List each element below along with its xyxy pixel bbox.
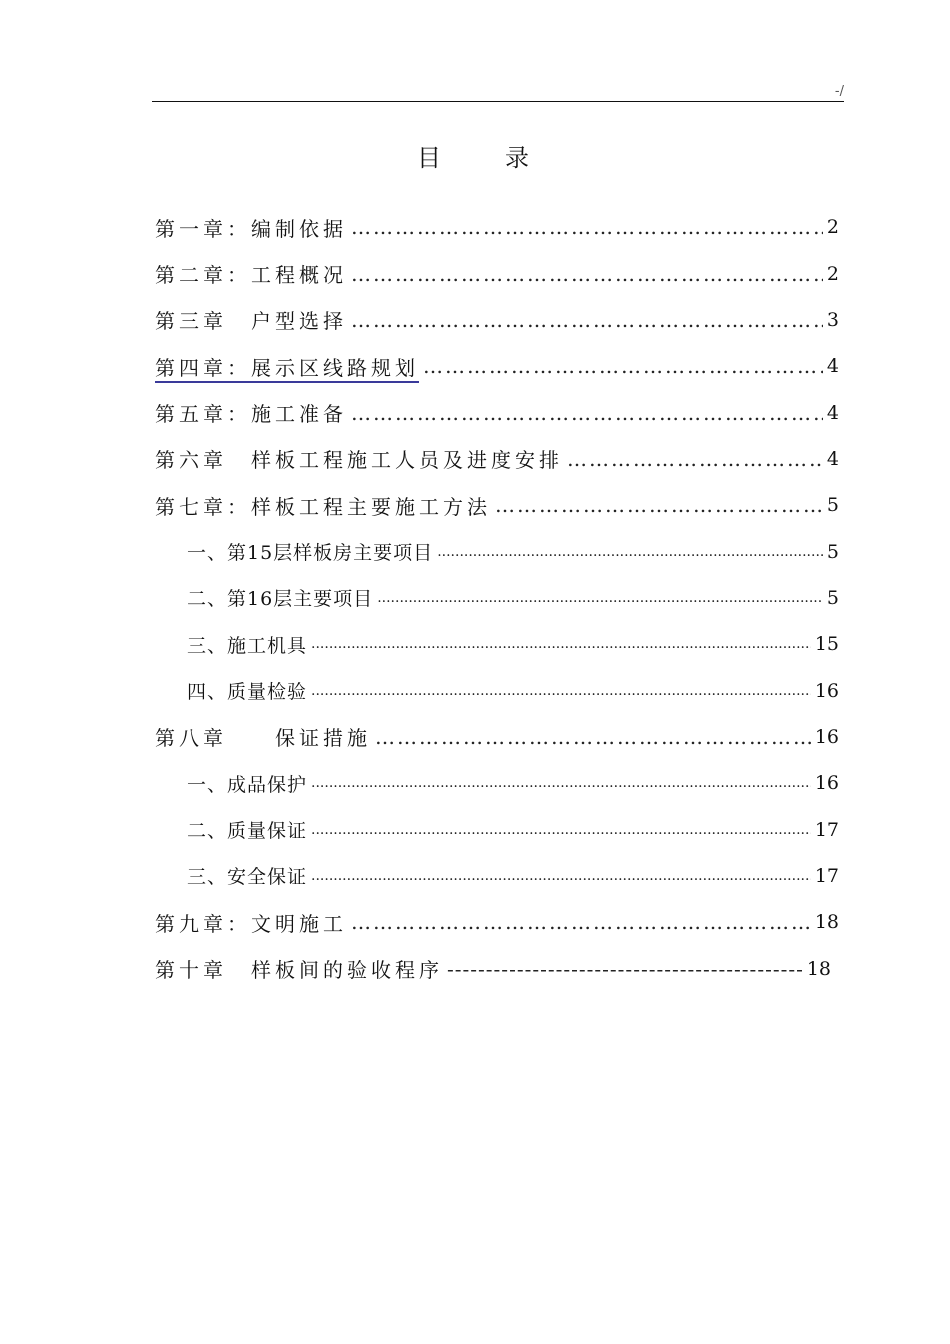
toc-entry-label: 第十章 样板间的验收程序	[155, 958, 443, 983]
toc-entry-label: 二、质量保证	[187, 820, 308, 843]
toc-leader	[351, 308, 823, 332]
toc-entry-page: 4	[826, 447, 839, 470]
toc-entry-label: 二、第16层主要项目	[187, 588, 374, 611]
toc-entry-ch6[interactable]	[155, 436, 839, 482]
toc-entry-page: 4	[826, 355, 839, 378]
toc-entry-page: 18	[806, 957, 831, 980]
toc-leader	[311, 868, 811, 884]
toc-entry-page: 15	[814, 633, 839, 656]
toc-entry-ch5[interactable]	[155, 389, 839, 435]
toc-entry-page: 2	[826, 262, 839, 285]
toc-entry-page: 17	[814, 864, 839, 887]
toc-entry-label: 三、施工机具	[187, 634, 308, 657]
toc-leader	[351, 262, 823, 286]
toc-leader	[351, 215, 823, 239]
toc-entry-page: 17	[814, 818, 839, 841]
toc-entry-page: 5	[826, 586, 839, 609]
toc-leader	[567, 447, 823, 471]
toc-leader	[351, 910, 811, 934]
toc-entry-ch8-s3[interactable]	[155, 853, 839, 899]
toc-entry-label: 第一章：编制依据	[155, 216, 347, 241]
toc-leader	[311, 775, 811, 791]
toc-entry-ch7-s3[interactable]	[155, 621, 839, 667]
toc-leader	[311, 683, 811, 699]
toc-entry-page: 5	[826, 540, 839, 563]
toc-entry-ch2[interactable]	[155, 250, 839, 296]
header-page-mark: -/	[834, 84, 844, 99]
toc-leader	[311, 636, 811, 652]
toc-entry-page: 16	[814, 679, 839, 702]
toc-title-left: 目	[417, 144, 445, 172]
toc-leader	[423, 354, 823, 378]
table-of-contents	[155, 204, 839, 992]
toc-entry-ch7-s4[interactable]	[155, 667, 839, 713]
toc-entry-page: 2	[826, 216, 839, 239]
toc-entry-ch10[interactable]	[155, 946, 831, 992]
toc-entry-label: 第七章：样板工程主要施工方法	[155, 494, 491, 519]
toc-title	[0, 138, 950, 173]
toc-entry-label: 一、成品保护	[187, 773, 308, 796]
toc-entry-ch4[interactable]	[155, 343, 839, 389]
toc-entry-ch8[interactable]	[155, 714, 839, 760]
toc-entry-label: 第三章 户型选择	[155, 309, 347, 334]
toc-leader	[495, 493, 823, 517]
toc-entry-label: 第九章：文明施工	[155, 911, 347, 936]
toc-entry-ch1[interactable]	[155, 204, 839, 250]
toc-entry-ch7-s1[interactable]	[155, 528, 839, 574]
toc-entry-page: 18	[814, 911, 839, 934]
toc-entry-page: 4	[826, 401, 839, 424]
toc-entry-label: 第五章：施工准备	[155, 402, 347, 427]
toc-leader	[437, 544, 823, 560]
toc-entry-page: 16	[814, 725, 839, 748]
toc-entry-label-link[interactable]: 第四章：展示区线路规划	[155, 355, 419, 380]
toc-entry-label: 一、第15层样板房主要项目	[187, 542, 434, 565]
toc-title-right: 录	[505, 144, 533, 172]
toc-leader	[311, 822, 811, 838]
toc-entry-ch9[interactable]	[155, 899, 839, 945]
toc-entry-label: 四、质量检验	[187, 681, 308, 704]
toc-entry-ch8-s1[interactable]	[155, 760, 839, 806]
toc-entry-label: 第二章：工程概况	[155, 263, 347, 288]
toc-leader-dashed	[447, 957, 803, 981]
toc-entry-label: 第六章 样板工程施工人员及进度安排	[155, 448, 563, 473]
toc-leader	[377, 590, 823, 606]
header-rule	[152, 101, 844, 102]
toc-entry-ch8-s2[interactable]	[155, 806, 839, 852]
toc-entry-page: 3	[826, 308, 839, 331]
toc-leader	[351, 401, 823, 425]
toc-entry-ch7[interactable]	[155, 482, 839, 528]
toc-entry-label: 第八章 保证措施	[155, 726, 371, 751]
toc-leader	[375, 725, 811, 749]
toc-entry-label: 三、安全保证	[187, 866, 308, 889]
toc-entry-page: 5	[826, 494, 839, 517]
toc-entry-ch3[interactable]	[155, 297, 839, 343]
toc-entry-ch7-s2[interactable]	[155, 575, 839, 621]
toc-entry-page: 16	[814, 772, 839, 795]
